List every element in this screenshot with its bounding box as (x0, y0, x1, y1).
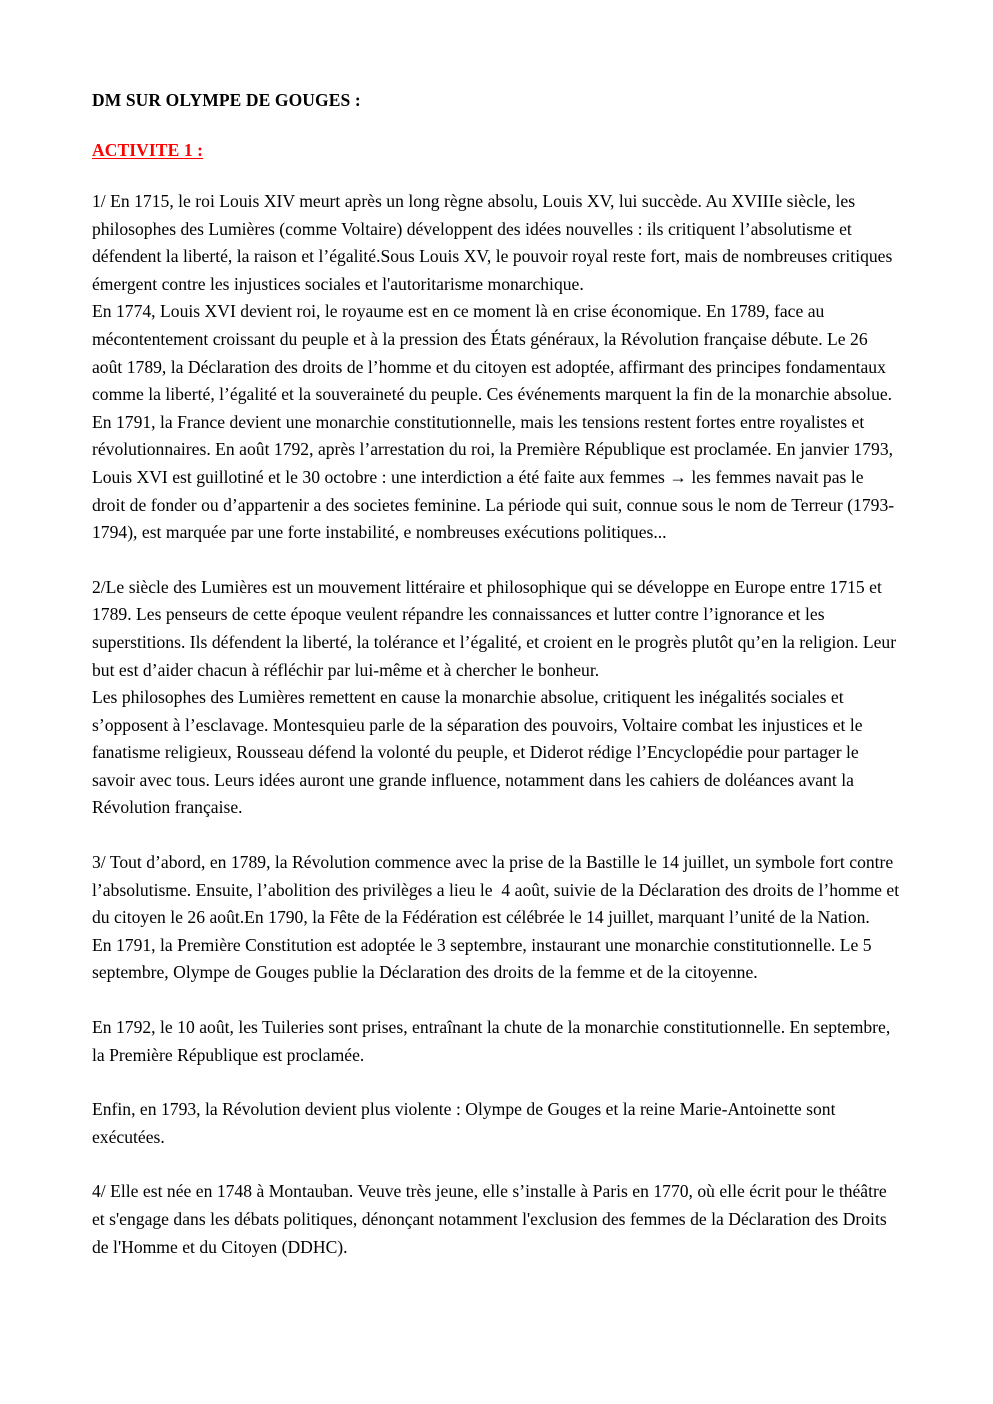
document-title: DM SUR OLYMPE DE GOUGES : (92, 90, 361, 110)
paragraph-question-3: 3/ Tout d’abord, en 1789, la Révolution commence avec la prise de la Bastille le 14 juillet, un symbole fort contre l’absolutisme. Ensuite, l’abolition des privilèges a lieu le 4 août, suivie de la Déclaration des droits de l’homme et du citoyen le 26 août.En 1790, la Fête de la Fédération est célébrée le 14 juillet, marquant l’unité de la Nation. (92, 852, 904, 928)
section-heading-activite-1: ACTIVITE 1 : (92, 140, 204, 160)
paragraph-question-2: 2/Le siècle des Lumières est un mouvement littéraire et philosophique qui se développe en Europe entre 1715 et 1789. Les penseurs de cette époque veulent répandre les connaissances et lutter contre l’ignorance et les superstitions. Ils défendent la liberté, la tolérance et l’égalité, et croient en le progrès plutôt qu’en la religion. Leur but est d’aider chacun à réfléchir par lui-même et à chercher le bonheur. (92, 576, 901, 680)
paragraph-question-1-continued: En 1774, Louis XVI devient roi, le royaume est en ce moment là en crise économique. En 1789, face au mécontentement croissant du peuple et à la pression des États généraux, la Révolution française débute. Le 26 août 1789, la Déclaration des droits de l’homme et du citoyen est adoptée, affirmant des principes fondamentaux comme la liberté, l’égalité et la souveraineté du peuple. Ces événements marquent la fin de la monarchie absolue. En 1791, la France devient une monarchie constitutionnelle, mais les tensions restent fortes entre royalistes et révolutionnaires. En août 1792, après l’arrestation du roi, la Première République est proclamée. En janvier 1793, Louis XVI est guillotiné et le 30 octobre : une interdiction a été faite aux femmes → les femmes navait pas le droit de fonder ou d’appartenir a des societes feminine. La période qui suit, connue sous le nom de Terreur (1793-1794), est marquée par une forte instabilité, e nombreuses exécutions politiques... (92, 301, 898, 543)
paragraph-question-4: 4/ Elle est née en 1748 à Montauban. Veuve très jeune, elle s’installe à Paris en 1770, où elle écrit pour le théâtre et s'engage dans les débats politiques, dénonçant notamment l'exclusion des femmes de la Déclaration des Droits de l'Homme et du Citoyen (DDHC). (92, 1181, 892, 1257)
paragraph-question-1: 1/ En 1715, le roi Louis XIV meurt après un long règne absolu, Louis XV, lui succède. Au XVIIIe siècle, les philosophes des Lumières (comme Voltaire) développent des idées nouvelles : ils critiquent l’absolutisme et défendent la liberté, la raison et l’égalité.Sous Louis XV, le pouvoir royal reste fort, mais de nombreuses critiques émergent contre les injustices sociales et l'autoritarisme monarchique. (92, 191, 897, 294)
paragraph-question-3-tuileries: En 1792, le 10 août, les Tuileries sont prises, entraînant la chute de la monarchie constitutionnelle. En septembre, la Première République est proclamée. (92, 1017, 895, 1065)
paragraph-question-3-terreur: Enfin, en 1793, la Révolution devient plus violente : Olympe de Gouges et la reine Marie-Antoinette sont exécutées. (92, 1099, 840, 1147)
paragraph-question-2-continued: Les philosophes des Lumières remettent en cause la monarchie absolue, critiquent les inégalités sociales et s’opposent à l’esclavage. Montesquieu parle de la séparation des pouvoirs, Voltaire combat les injustices et le fanatisme religieux, Rousseau défend la volonté du peuple, et Diderot rédige l’Encyclopédie pour partager le savoir avec tous. Leurs idées auront une grande influence, notamment dans les cahiers de doléances avant la Révolution française. (92, 687, 868, 818)
paragraph-question-3-constitution: En 1791, la Première Constitution est adoptée le 3 septembre, instaurant une monarchie constitutionnelle. Le 5 septembre, Olympe de Gouges publie la Déclaration des droits de la femme et de la citoyenne. (92, 934, 877, 983)
